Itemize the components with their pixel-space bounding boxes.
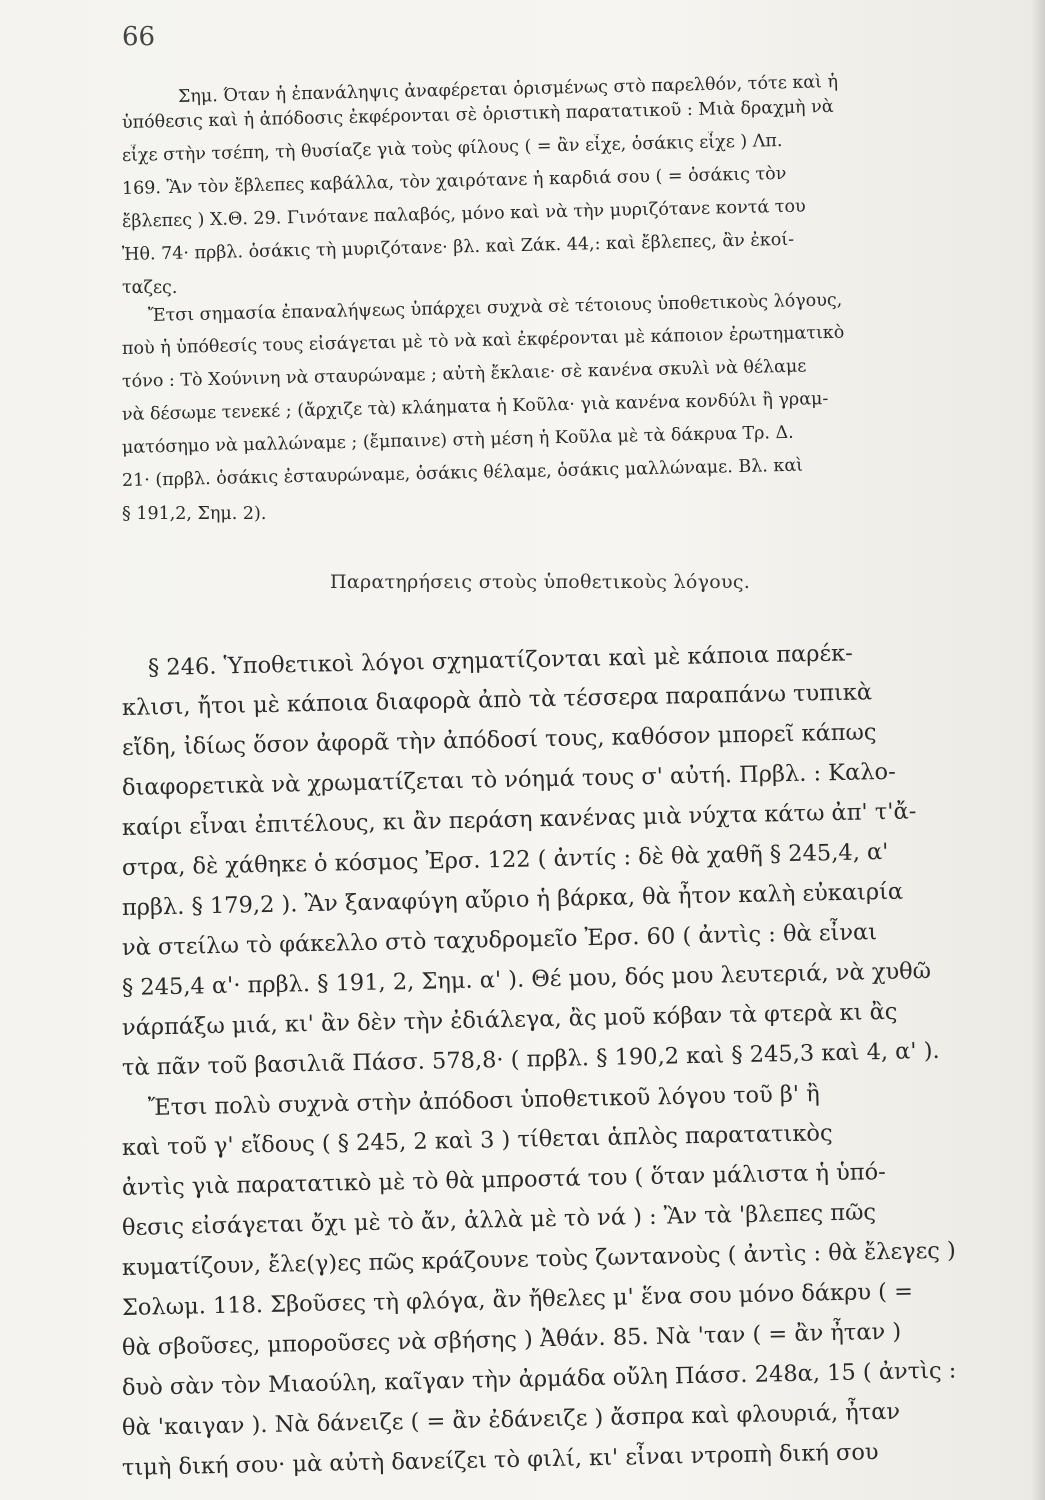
main-line: νὰ στείλω τὸ φάκελλο στὸ ταχυδρομεῖο Ἐρσ. 60 ( ἀντὶς : θὰ εἶναι xyxy=(121,919,878,961)
note-line: ματόσημο νὰ μαλλώναμε ; (ἔμπαινε) στὴ μέση ἡ Κοῦλα μὲ τὰ δάκρυα Τρ. Δ. xyxy=(121,422,794,458)
note-line: 169. Ἂν τὸν ἔβλεπες καβάλλα, τὸν χαιρότανε ἡ καρδιά σου ( = ὁσάκις τὸν xyxy=(121,163,787,199)
note-line: § 191,2, Σημ. 2). xyxy=(122,504,267,524)
note-line: ποὺ ἡ ὑπόθεσίς τους εἰσάγεται μὲ τὸ νὰ καὶ ἐκφέρονται μὲ κάποιον ἐρωτηματικὸ xyxy=(121,322,845,359)
section-heading: Παρατηρήσεις στοὺς ὑποθετικοὺς λόγους. xyxy=(330,571,751,593)
note-line: τόνο : Τὸ Χούνινη νὰ σταυρώναμε ; αὐτὴ ἔκλαιε· σὲ κανένα σκυλὶ νὰ θέλαμε xyxy=(121,356,807,392)
main-line: Ἔτσι πολὺ συχνὰ στὴν ἀπόδοσι ὑποθετικοῦ λόγου τοῦ β' ἢ xyxy=(147,1080,820,1121)
note-line: Ἠθ. 74· πρβλ. ὁσάκις τὴ μυριζότανε· βλ. καὶ Ζάκ. 44,: καὶ ἔβλεπες, ἂν ἐκοί- xyxy=(121,229,795,265)
main-line: ἀντὶς γιὰ παρατατικὸ μὲ τὸ θὰ μπροστά του ( ὅταν μάλιστα ἡ ὑπό- xyxy=(121,1159,886,1201)
main-line: τὰ πᾶν τοῦ βασιλιᾶ Πάσσ. 578,8· ( πρβλ. § 190,2 καὶ § 245,3 καὶ 4, α' ). xyxy=(121,1037,940,1081)
main-line: εἴδη, ἰδίως ὅσον ἀφορᾶ τὴν ἀπόδοσί τους, καθόσον μπορεῖ κάπως xyxy=(121,719,877,761)
main-line: νάρπάξω μιά, κι' ἂν δὲν τὴν ἐδιάλεγα, ἂς μοῦ κόβαν τὰ φτερὰ κι ἂς xyxy=(121,998,898,1041)
main-line: καίρι εἶναι ἐπιτέλους, κι ἂν περάση κανένας μιὰ νύχτα κάτω ἀπ' τ'ἄ- xyxy=(121,798,917,841)
note-line: ἔβλεπες ) Χ.Θ. 29. Γινότανε παλαβός, μόνο καὶ νὰ τὴν μυριζότανε κοντά του xyxy=(121,196,806,232)
main-line: τιμὴ δική σου· μὰ αὐτὴ δανείζει τὸ φιλί, κι' εἶναι ντροπὴ δική σου xyxy=(121,1439,879,1481)
note-line: Ἔτσι σημασία ἐπαναλήψεως ὑπάρχει συχνὰ σὲ τέτοιους ὑποθετικοὺς λόγους, xyxy=(147,290,843,326)
main-line: § 246. Ὑποθετικοὶ λόγοι σχηματίζονται καὶ μὲ κάποια παρέκ- xyxy=(147,640,854,681)
note-line: 21· (πρβλ. ὁσάκις ἐσταυρώναμε, ὁσάκις θέλαμε, ὁσάκις μαλλώναμε. Βλ. καὶ xyxy=(121,455,804,491)
main-line: κυματίζουν, ἔλε(γ)ες πῶς κράζουνε τοὺς ζωντανοὺς ( ἀντὶς : θὰ ἔλεγες ) xyxy=(121,1237,957,1281)
main-line: θὰ σβοῦσες, μποροῦσες νὰ σβήσης ) Ἀθάν. 85. Νὰ 'ταν ( = ἂν ἦταν ) xyxy=(121,1318,902,1361)
main-line: καὶ τοῦ γ' εἴδους ( § 245, 2 καὶ 3 ) τίθεται ἁπλὸς παρατατικὸς xyxy=(121,1120,833,1161)
main-line: δυὸ σὰν τὸν Μιαούλη, καῖγαν τὴν ἀρμάδα οὔλη Πάσσ. 248α, 15 ( ἀντὶς : xyxy=(121,1357,957,1401)
main-line: θὰ 'καιγαν ). Νὰ δάνειζε ( = ἂν ἐδάνειζε ) ἄσπρα καὶ φλουριά, ἦταν xyxy=(121,1398,901,1441)
note-line: ὑπόθεσις καὶ ἡ ἀπόδοσις ἐκφέρονται σὲ ὁριστικὴ παρατατικοῦ : Μιὰ δραχμὴ νὰ xyxy=(121,96,834,133)
main-line: πρβλ. § 179,2 ). Ἂν ξαναφύγη αὔριο ἡ βάρκα, θὰ ἦτον καλὴ εὐκαιρία xyxy=(121,878,904,921)
main-line: Σολωμ. 118. Σβοῦσες τὴ φλόγα, ἂν ἤθελες μ' ἕνα σου μόνο δάκρυ ( = xyxy=(121,1278,914,1321)
note-line: εἶχε στὴν τσέπη, τὴ θυσίαζε γιὰ τοὺς φίλους ( = ἂν εἶχε, ὁσάκις εἶχε ) Λπ. xyxy=(121,131,783,166)
note-line: ταζες. xyxy=(122,278,178,298)
page-edge-shadow xyxy=(1031,0,1045,1500)
main-line: § 245,4 α'· πρβλ. § 191, 2, Σημ. α' ). Θέ μου, δός μου λευτεριά, νὰ χυθῶ xyxy=(121,958,932,1001)
note-line: νὰ δέσωμε τενεκέ ; (ἄρχιζε τὰ) κλάηματα ἡ Κοῦλα· γιὰ κανένα κονδύλι ἢ γραμ- xyxy=(121,388,829,425)
main-line: θεσις εἰσάγεται ὄχι μὲ τὸ ἄν, ἀλλὰ μὲ τὸ νά ) : Ἂν τὰ 'βλεπες πῶς xyxy=(121,1199,877,1241)
page-number: 66 xyxy=(122,22,156,52)
main-line: κλισι, ἤτοι μὲ κάποια διαφορὰ ἀπὸ τὰ τέσσερα παραπάνω τυπικὰ xyxy=(121,679,873,721)
note-line: Σημ. Όταν ἡ ἐπανάληψις ἀναφέρεται ὁρισμένως στὸ παρελθόν, τότε καὶ ἡ xyxy=(177,72,839,107)
main-line: διαφορετικὰ νὰ χρωματίζεται τὸ νόημά τους σ' αὐτή. Πρβλ. : Καλο- xyxy=(121,758,896,801)
main-line: στρα, δὲ χάθηκε ὁ κόσμος Ἐρσ. 122 ( ἀντίς : δὲ θὰ χαθῆ § 245,4, α' xyxy=(121,838,889,881)
